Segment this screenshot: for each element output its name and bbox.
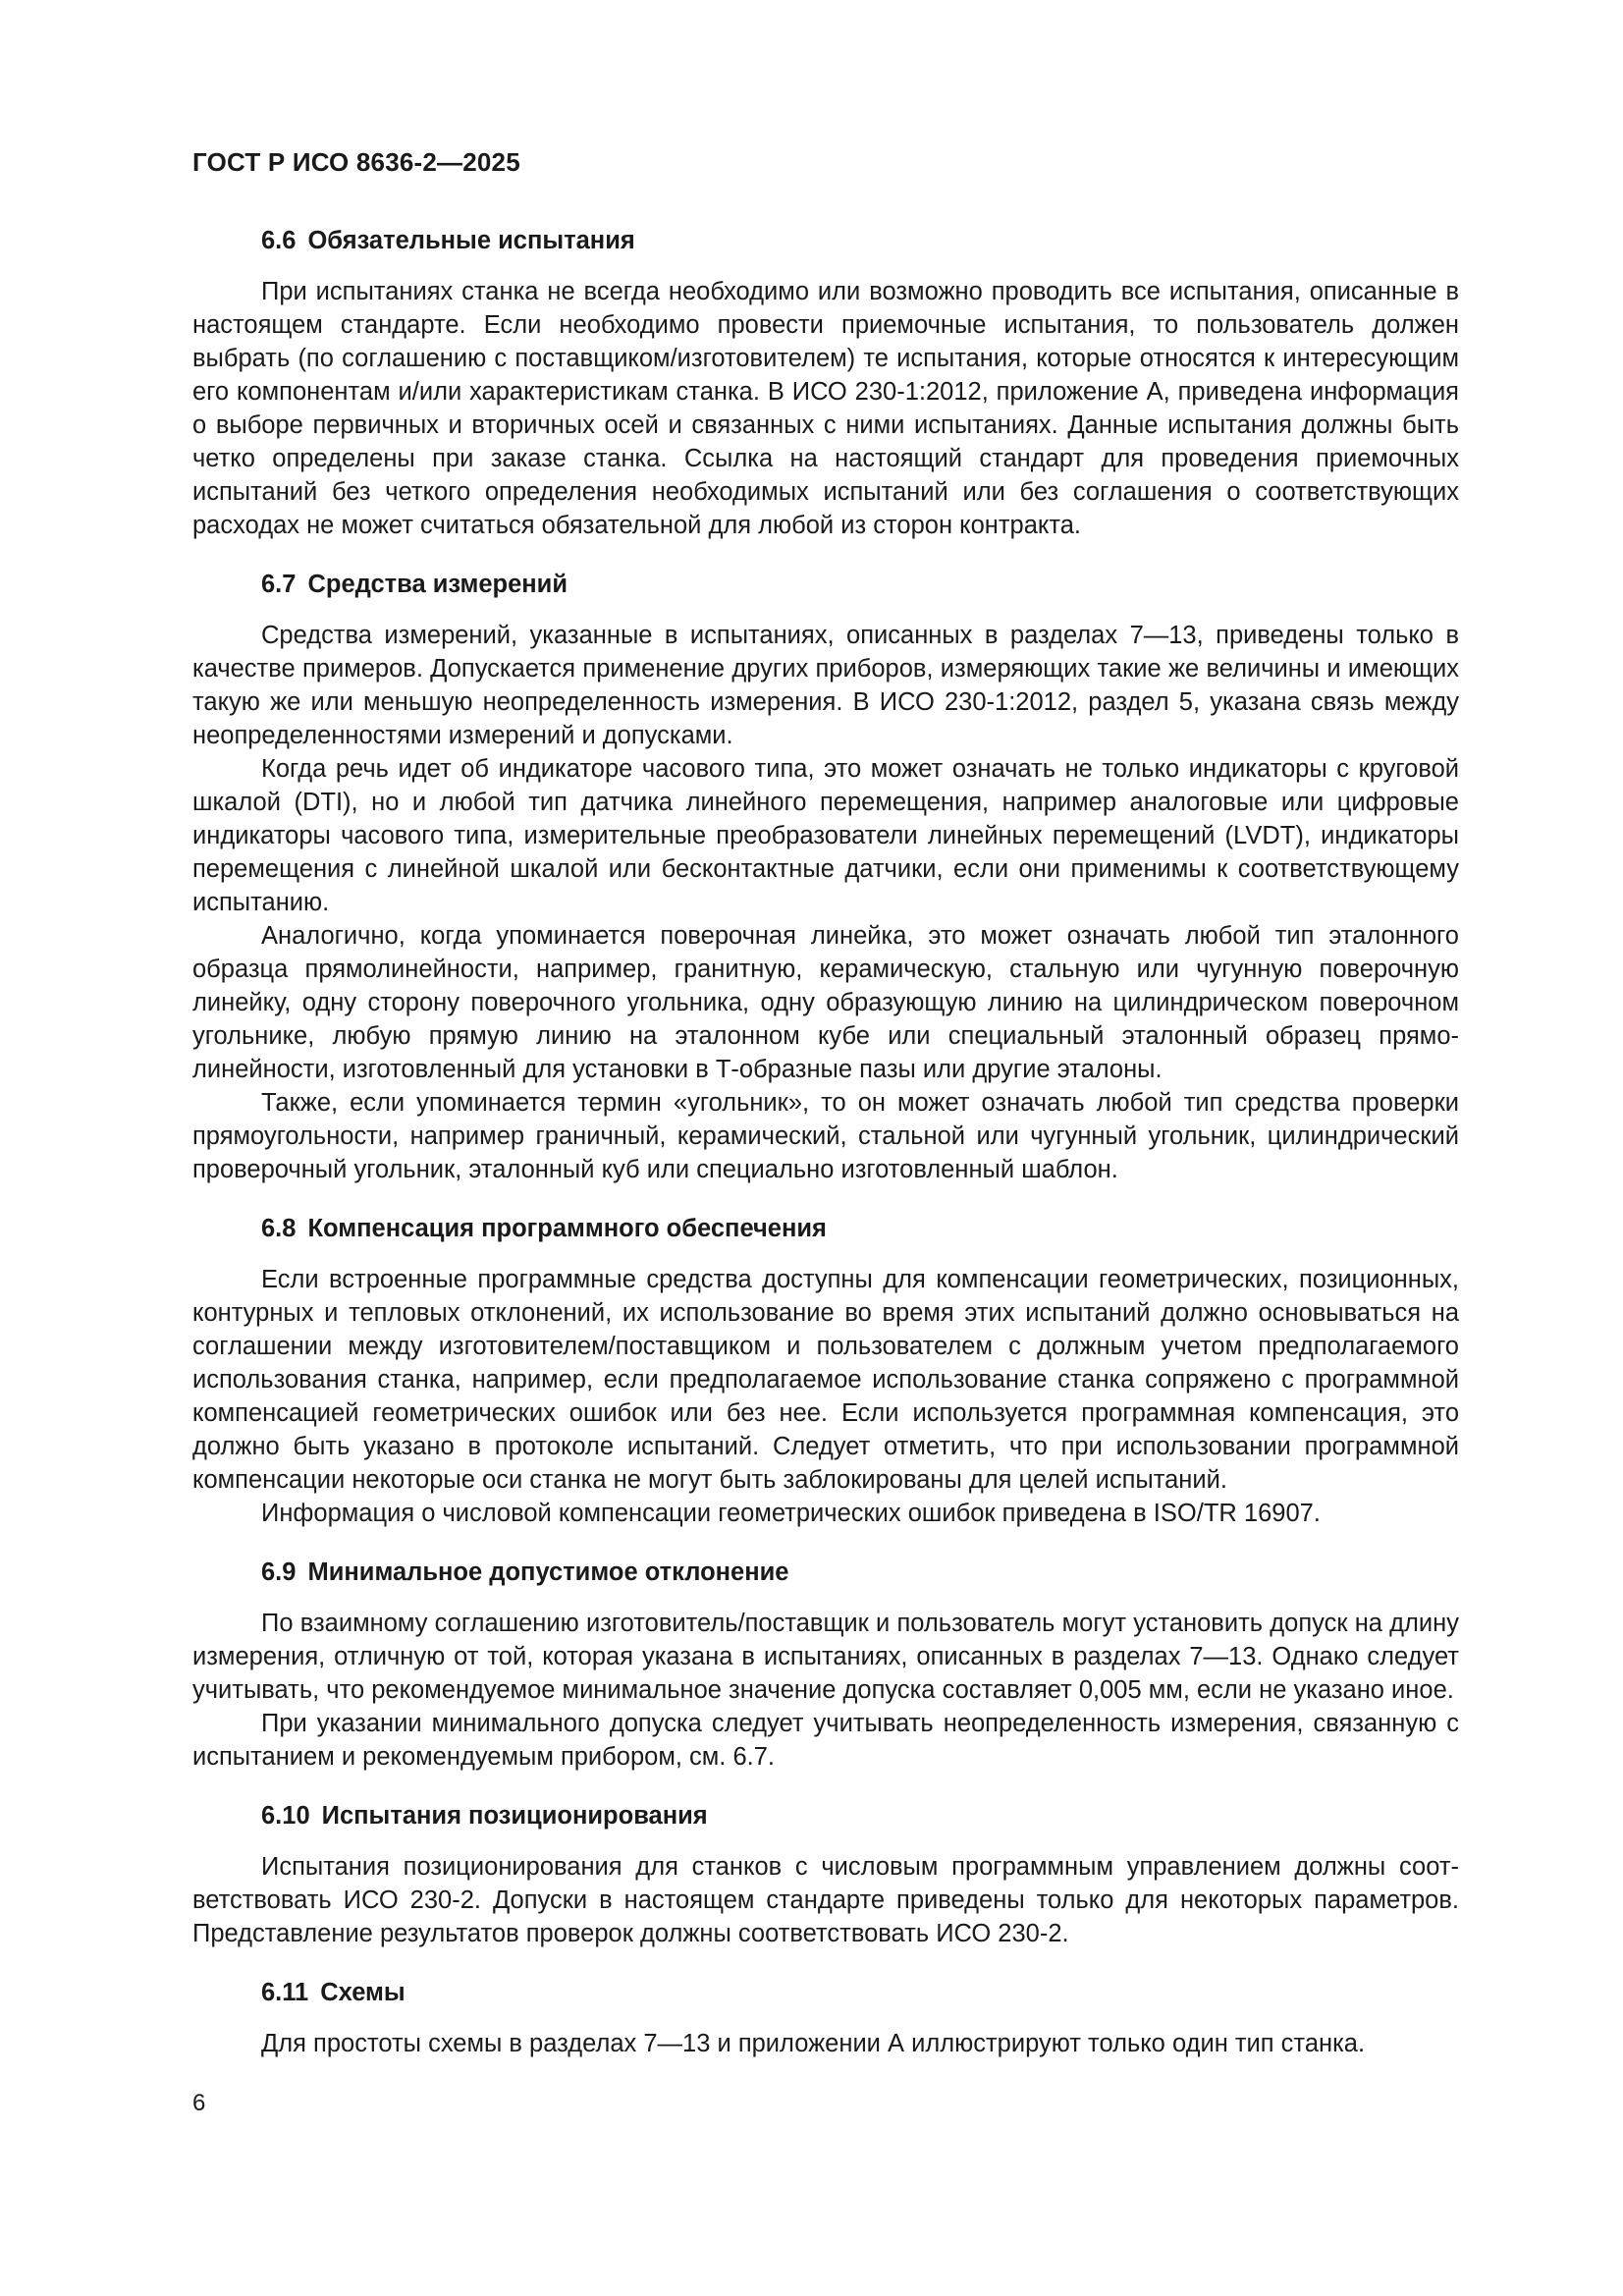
paragraph: Если встроенные программные средства доступны для компенсации геометрических, позиционных, контурных и тепловых отклонений, их использование во время этих испытаний должно основываться на соглашении между изготовителем/поставщиком и пользователем с должным учетом предполагаемого использования станка, например, если предполагаемое использование станка сопряжено с программной компенсацией геометрических ошибок или без нее. Если используется программная компенсация, это должно быть указано в протоколе испытаний. Следует отметить, что при использовании программной компенсации некоторые оси станка не могут быть заблокированы для целей испытаний. [192,1266,1459,1494]
section-6-11 [192,1976,1459,2060]
section-title [192,1212,1459,1245]
section-title-text: Минимальное допустимое отклонение [307,1558,789,1586]
section-6-9 [192,1556,1459,1774]
section-title-text: Испытания позиционирования [321,1802,708,1830]
section-6-7 [192,568,1459,1186]
paragraph: Также, если упоминается термин «угольник», то он может означать любой тип средства проверки прямоугольности, например граничный, керамический, стальной или чугунный угольник, цилиндрический проверочный угольник, эталонный куб или специально изготовленный шаблон. [192,1089,1459,1183]
document-header: ГОСТ Р ИСО 8636-2—2025 [192,147,520,177]
section-title [192,1976,1459,2009]
section-6-10 [192,1799,1459,1950]
page-number: 6 [192,2090,206,2116]
paragraph: Средства измерений, указанные в испытаниях, описанных в разделах 7—13, приведены только в качестве примеров. Допускается применение других приборов, измеряющих такие же величины и имеющих такую же или меньшую неопределенность измерения. В ИСО 230-1:2012, раздел 5, указана связь между неопределенностями измерений и допусками. [192,622,1459,749]
section-title [192,1799,1459,1832]
paragraph: При указании минимального допуска следует учитывать неопределенность измерения, связанную с испытанием и рекомендуемым прибором, см. 6.7. [192,1710,1459,1771]
section-title [192,1556,1459,1589]
section-title-text: Компенсация программного обеспечения [307,1215,827,1242]
section-number: 6.11 [261,1979,309,2006]
paragraph: Когда речь идет об индикаторе часового типа, это может означать не только индикаторы с круговой шкалой (DTI), но и любой тип датчика линейного перемещения, например аналоговые или цифровые индикаторы часового типа, измерительные преобразователи линейных перемещений (LVDT), индикаторы перемещения с линейной шкалой или бесконтактные датчики, если они применимы к соответствующему испытанию. [192,755,1459,916]
paragraph: При испытаниях станка не всегда необходимо или возможно проводить все испытания, описанные в настоящем стандарте. Если необходимо провести приемочные испытания, то пользователь должен выбрать (по соглашению с поставщиком/изготовителем) те испытания, которые относятся к интересующим его компонентам и/или характеристикам станка. В ИСО 230-1:2012, приложение А, приведена информация о выборе первичных и вторичных осей и связанных с ними испытаниях. Данные испытания должны быть четко определены при заказе станка. Ссылка на настоящий стандарт для проведения приемочных испытаний без четкого определения необходимых испытаний или без соглашения о соответствующих расходах не может считаться обязательной для любой из сторон контракта. [192,278,1459,539]
section-title [192,568,1459,601]
paragraph: Информация о числовой компенсации геометрических ошибок приведена в ISO/TR 16907. [261,1500,1321,1527]
section-number: 6.9 [261,1558,297,1586]
paragraph: По взаимному соглашению изготовитель/поставщик и пользователь могут установить допуск на длину измерения, отличную от той, которая указана в испытаниях, описанных в разделах 7—13. Однако следует учитывать, что рекомендуемое минимальное значение допуска составляет 0,005 мм, если не указано иное. [192,1610,1459,1704]
section-number: 6.7 [261,571,297,598]
document-body [192,224,1459,2060]
section-number: 6.10 [261,1802,310,1830]
section-title-text: Схемы [320,1979,406,2006]
section-6-8 [192,1212,1459,1530]
section-title [192,224,1459,257]
section-number: 6.8 [261,1215,297,1242]
paragraph: Для простоты схемы в разделах 7—13 и приложении А иллюстрируют только один тип станка. [261,2030,1366,2057]
paragraph: Аналогично, когда упоминается поверочная линейка, это может означать любой тип эталонного образца прямолинейности, например, гранитную, керамическую, стальную или чугунную поверочную линейку, одну сторону поверочного угольника, одну образующую линию на цилиндрическом поверочном угольнике, любую прямую линию на эталонном кубе или специальный эталонный образец прямолинейности, изготовленный для установки в Т-образные пазы или другие эталоны. [192,922,1459,1083]
paragraph: Испытания позиционирования для станков с числовым программным управлением должны соответствовать ИСО 230-2. Допуски в настоящем стандарте приведены только для некоторых параметров. Представление результатов проверок должны соответствовать ИСО 230-2. [192,1853,1459,1947]
section-6-6 [192,224,1459,542]
section-title-text: Обязательные испытания [307,227,635,254]
section-title-text: Средства измерений [307,571,568,598]
section-number: 6.6 [261,227,297,254]
